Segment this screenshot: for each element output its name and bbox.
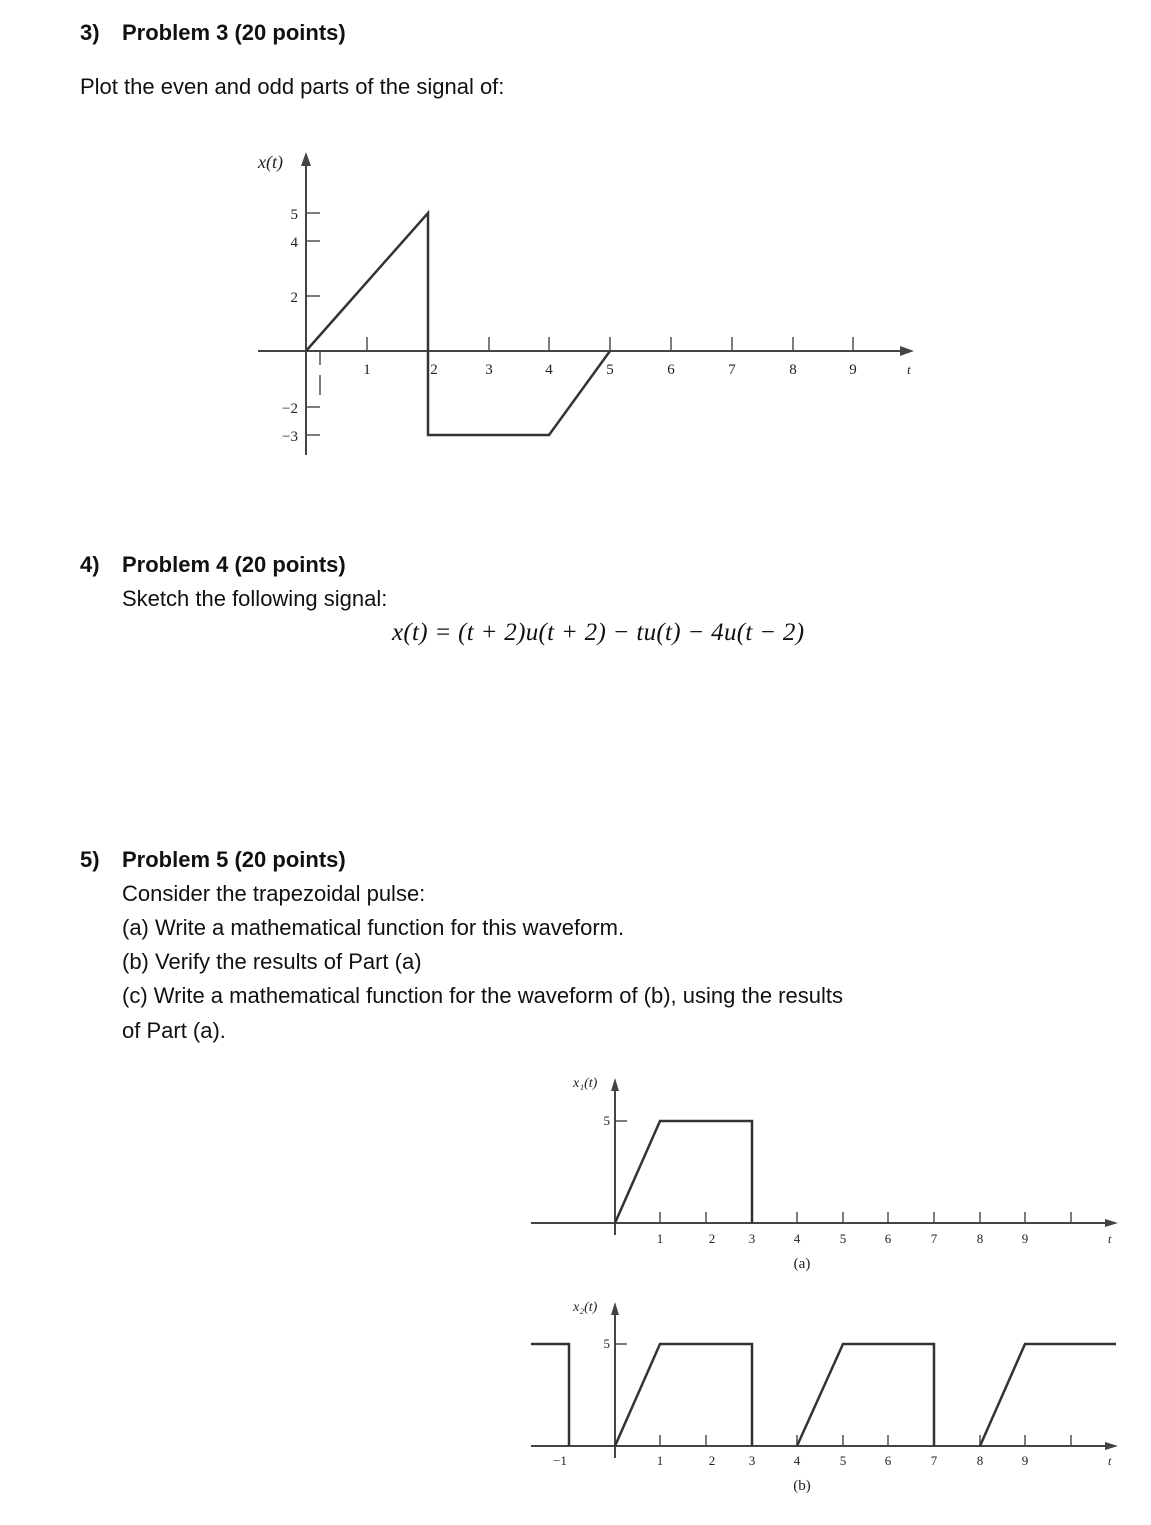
x-tick-label: 2: [430, 362, 438, 378]
x-tick-label: 3: [748, 1231, 756, 1246]
x-tick-label: 6: [667, 362, 675, 378]
trapezoid-waveform: [615, 1121, 752, 1223]
x-tick-label: 9: [1021, 1453, 1029, 1468]
y-tick-label: −3: [282, 429, 298, 445]
problem-5-line: Consider the trapezoidal pulse:: [122, 881, 426, 906]
y-axis-arrow-icon: [301, 152, 311, 166]
y-tick-label: −2: [282, 401, 298, 417]
y-tick-label: 5: [290, 207, 298, 223]
x-axis-label: t: [1108, 1232, 1112, 1246]
problem-5-line: (a) Write a mathematical function for this waveform.: [122, 915, 625, 940]
problem-5-line: (b) Verify the results of Part (a): [122, 949, 422, 974]
x-ticks: [569, 1435, 1071, 1446]
periodic-waveform-segment: [615, 1344, 752, 1446]
x-axis-arrow-icon: [1105, 1442, 1118, 1450]
problem-4-equation: x(t) = (t + 2)u(t + 2) − tu(t) − 4u(t − 2): [392, 619, 805, 646]
x-tick-label: 5: [606, 362, 614, 378]
x-tick-label: 7: [930, 1453, 938, 1468]
problem-3-number: 3): [80, 20, 100, 45]
problem-3-instruction: Plot the even and odd parts of the signal of:: [80, 74, 505, 99]
y-tick-label: 5: [603, 1113, 610, 1128]
problem-5-title: Problem 5 (20 points): [122, 847, 346, 872]
x-ticks: [660, 1212, 1071, 1223]
x-tick-label: 9: [1021, 1231, 1029, 1246]
y-tick-label: 2: [290, 290, 298, 306]
y-axis-arrow-icon: [611, 1078, 619, 1091]
x-ticks: [367, 337, 853, 351]
problem-5-figure-b: [520, 1285, 1130, 1505]
periodic-waveform-segment: [797, 1344, 934, 1446]
y-tick-label: 4: [290, 235, 298, 251]
x-tick-label: 9: [849, 362, 857, 378]
x-axis-arrow-icon: [900, 346, 914, 356]
y-axis-arrow-icon: [611, 1302, 619, 1315]
x-tick-label: 6: [884, 1231, 892, 1246]
x-tick-label: 8: [976, 1231, 984, 1246]
x-tick-label: 1: [363, 362, 371, 378]
problem-3-figure: [240, 140, 940, 470]
x-tick-label: 5: [839, 1231, 847, 1246]
x-tick-label: 3: [485, 362, 493, 378]
x-tick-label: 3: [748, 1453, 756, 1468]
x-tick-label: 4: [793, 1453, 801, 1468]
problem-4-number: 4): [80, 552, 100, 577]
x-tick-label: 1: [656, 1453, 664, 1468]
problem-4-heading: [80, 552, 346, 578]
problem-4-title: Problem 4 (20 points): [122, 552, 346, 577]
x-tick-label: 4: [545, 362, 553, 378]
problem-5-figure-a: [520, 1065, 1130, 1280]
problem-4-instruction: Sketch the following signal:: [122, 586, 388, 611]
problem-5-heading: [80, 847, 346, 873]
problem-3-title: Problem 3 (20 points): [122, 20, 346, 45]
problem-3-heading: [80, 20, 346, 46]
x-tick-label: 1: [656, 1231, 664, 1246]
x-axis-label: t: [907, 362, 911, 377]
x-tick-label: 8: [976, 1453, 984, 1468]
x-tick-label: 2: [708, 1453, 716, 1468]
problem-5-line: (c) Write a mathematical function for the waveform of (b), using the results: [122, 983, 843, 1008]
x-tick-label: 8: [789, 362, 797, 378]
x-tick-label: 5: [839, 1453, 847, 1468]
x-tick-label: 7: [930, 1231, 938, 1246]
x-tick-label: 7: [728, 362, 736, 378]
periodic-waveform-segment: [531, 1344, 569, 1446]
y-axis-label: x(t): [258, 152, 283, 172]
y-tick-label: 5: [603, 1336, 610, 1351]
x-tick-label: −1: [553, 1453, 567, 1468]
y-axis-label: x₁(t): [573, 1076, 598, 1091]
periodic-waveform-segment: [980, 1344, 1116, 1446]
x-axis-arrow-icon: [1105, 1219, 1118, 1227]
y-axis-label: x₂(t): [573, 1300, 598, 1315]
figure-caption: (b): [793, 1478, 811, 1494]
x-tick-label: 2: [708, 1231, 716, 1246]
figure-caption: (a): [793, 1256, 811, 1272]
problem-5-number: 5): [80, 847, 100, 872]
signal-waveform: [306, 213, 610, 435]
x-tick-label: 6: [884, 1453, 892, 1468]
x-tick-label: 4: [793, 1231, 801, 1246]
problem-5-line: of Part (a).: [122, 1018, 226, 1043]
x-axis-label: t: [1108, 1454, 1112, 1468]
